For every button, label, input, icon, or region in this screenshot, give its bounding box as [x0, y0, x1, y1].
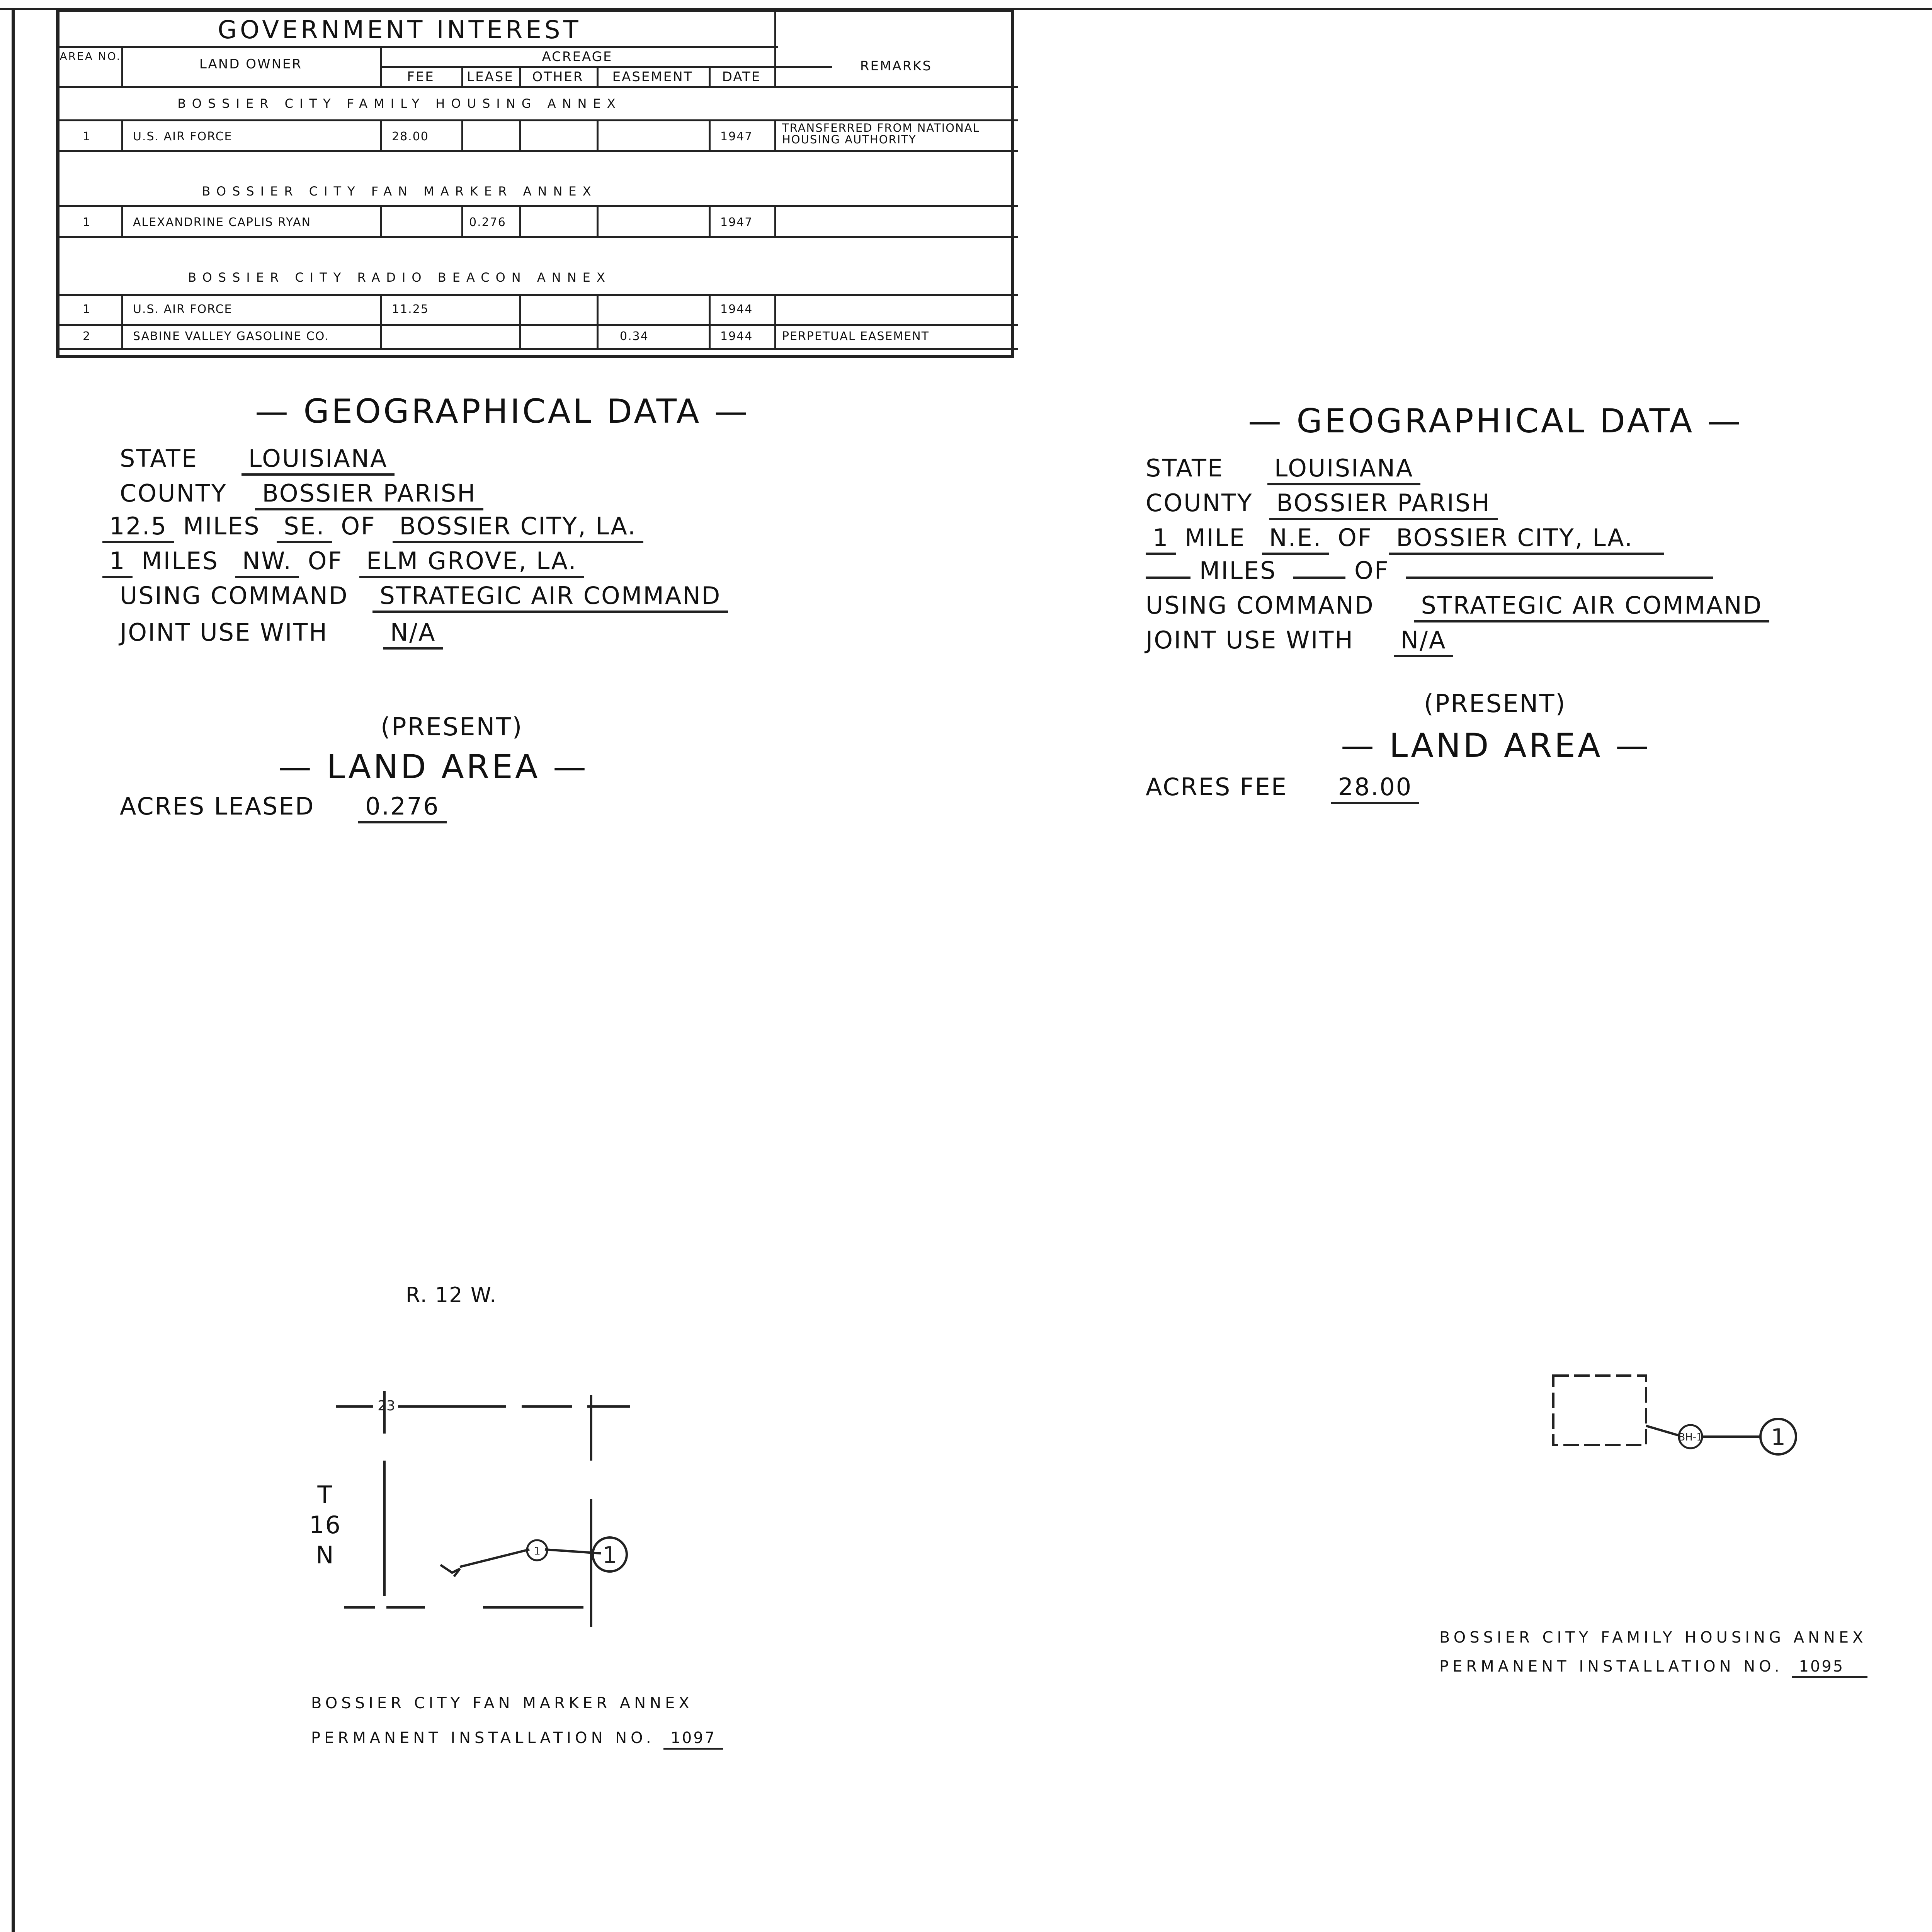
geo-state-row [1146, 454, 1420, 485]
table-cell: TRANSFERRED FROM NATIONAL HOUSING AUTHORITY [782, 121, 980, 146]
table-rule [597, 205, 599, 236]
table-cell: 1 [83, 130, 91, 143]
command-label: USING COMMAND [1146, 591, 1374, 619]
header-fee: FEE [407, 69, 435, 85]
land-area-row [120, 792, 447, 823]
table-rule [461, 205, 463, 236]
distance-unit: MILES [141, 547, 219, 575]
of-label: OF [308, 547, 343, 575]
table-rule [60, 236, 1018, 238]
table-rule [60, 205, 1018, 207]
table-rule [709, 119, 711, 150]
area-value: 28.00 [1331, 773, 1420, 804]
table-rule [60, 348, 1018, 350]
header-acreage: ACREAGE [542, 49, 613, 65]
direction-value [1293, 576, 1345, 579]
parcel-marker-label: BH-1 [1678, 1432, 1703, 1443]
area-label: ACRES FEE [1146, 773, 1287, 801]
joint-label: JOINT USE WITH [1146, 626, 1354, 654]
geo-county-row [120, 479, 483, 510]
table-rule [519, 294, 521, 348]
table-cell: 2 [83, 330, 91, 343]
header-easement: EASEMENT [612, 69, 693, 85]
distance-unit: MILES [1199, 556, 1277, 585]
table-cell: 1944 [720, 303, 753, 316]
table-rule [709, 205, 711, 236]
table-cell: SABINE VALLEY GASOLINE CO. [133, 330, 329, 343]
header-area-no: AREA NO. [60, 50, 121, 63]
geo-title: — GEOGRAPHICAL DATA — [1248, 402, 1743, 440]
parcel-marker-label: 1 [534, 1544, 541, 1557]
geo-distance-row-1 [102, 512, 643, 543]
install-number: 1097 [663, 1729, 723, 1750]
table-rule [60, 46, 778, 48]
header-lease: LEASE [467, 69, 514, 85]
state-label: STATE [120, 444, 198, 473]
direction-value: N.E. [1262, 524, 1329, 555]
geo-distance-row-1 [1146, 524, 1664, 555]
map-caption-name: BOSSIER CITY FAN MARKER ANNEX [311, 1694, 693, 1712]
table-rule [774, 294, 776, 348]
geo-joint-row [120, 618, 443, 650]
table-rule [60, 150, 1018, 152]
table-cell: 1947 [720, 216, 753, 229]
table-cell: 28.00 [392, 130, 429, 143]
table-rule [380, 294, 382, 348]
county-label: COUNTY [120, 479, 227, 507]
table-rule [380, 66, 832, 68]
table-rule [121, 119, 123, 150]
sheet-border-left [12, 8, 15, 1932]
section-heading: BOSSIER CITY FAN MARKER ANNEX [202, 184, 597, 199]
command-value: STRATEGIC AIR COMMAND [1414, 591, 1769, 622]
leader-line [460, 1549, 529, 1567]
table-rule [774, 12, 776, 86]
family-housing-location-map [1542, 1368, 1820, 1461]
township-label: T 16 N [309, 1481, 341, 1569]
geo-command-row [1146, 591, 1769, 622]
distance-value: 1 [102, 547, 133, 578]
table-cell: 1947 [720, 130, 753, 143]
state-label: STATE [1146, 454, 1224, 482]
table-rule [774, 205, 776, 236]
command-label: USING COMMAND [120, 582, 349, 610]
distance-value: 1 [1146, 524, 1176, 555]
table-rule [597, 119, 599, 150]
section-number: 23 [378, 1398, 395, 1414]
map-caption-install: PERMANENT INSTALLATION NO. 1095 [1439, 1658, 1867, 1678]
table-rule [519, 119, 521, 150]
table-cell: 1944 [720, 330, 753, 343]
of-label: OF [1338, 524, 1373, 552]
county-value: BOSSIER PARISH [1269, 489, 1497, 520]
place-value [1406, 576, 1713, 579]
table-rule [519, 205, 521, 236]
distance-unit: MILES [183, 512, 260, 540]
fan-marker-location-map [328, 1383, 676, 1638]
joint-value: N/A [1394, 626, 1454, 657]
geo-distance-row-2 [1146, 556, 1713, 585]
joint-label: JOINT USE WITH [120, 618, 328, 646]
direction-value: SE. [277, 512, 332, 543]
map-caption-name: BOSSIER CITY FAMILY HOUSING ANNEX [1439, 1629, 1867, 1646]
table-cell: U.S. AIR FORCE [133, 303, 233, 316]
table-cell: PERPETUAL EASEMENT [782, 330, 930, 343]
direction-value: NW. [235, 547, 299, 578]
area-marker-label: 1 [1770, 1424, 1786, 1451]
range-label: R. 12 W. [406, 1283, 497, 1307]
geo-command-row [120, 582, 728, 613]
place-value: BOSSIER CITY, LA. [393, 512, 644, 543]
table-rule [121, 205, 123, 236]
table-cell: 11.25 [392, 303, 429, 316]
state-value: LOUISIANA [242, 444, 395, 476]
county-label: COUNTY [1146, 489, 1253, 517]
table-cell: 1 [83, 216, 91, 229]
table-rule [380, 205, 382, 236]
header-date: DATE [722, 69, 761, 85]
state-value: LOUISIANA [1267, 454, 1421, 485]
table-rule [60, 324, 1018, 326]
header-land-owner: LAND OWNER [199, 56, 303, 72]
table-rule [60, 86, 1018, 88]
place-value: BOSSIER CITY, LA. [1389, 524, 1664, 555]
leader-line [1646, 1426, 1679, 1435]
install-number: 1095 [1792, 1658, 1867, 1678]
parcel-outline [1553, 1376, 1646, 1445]
distance-unit: MILE [1185, 524, 1246, 552]
table-cell: 0.34 [620, 330, 649, 343]
table-title: GOVERNMENT INTEREST [218, 16, 582, 44]
land-area-title: — LAND AREA — [1341, 726, 1651, 765]
government-interest-table [56, 9, 1014, 358]
joint-value: N/A [383, 618, 443, 650]
table-cell: 1 [83, 303, 91, 316]
present-label: (PRESENT) [381, 713, 523, 742]
section-heading: BOSSIER CITY RADIO BEACON ANNEX [188, 270, 611, 285]
land-area-row [1146, 773, 1419, 804]
place-value: ELM GROVE, LA. [359, 547, 584, 578]
area-marker-label: 1 [602, 1542, 617, 1569]
table-cell: U.S. AIR FORCE [133, 130, 233, 143]
table-cell: ALEXANDRINE CAPLIS RYAN [133, 216, 311, 229]
geo-state-row [120, 444, 395, 476]
area-value: 0.276 [358, 792, 447, 823]
table-rule [380, 119, 382, 150]
parcel-symbol [440, 1565, 460, 1577]
land-area-title: — LAND AREA — [278, 748, 589, 786]
header-other: OTHER [532, 69, 584, 85]
geo-county-row [1146, 489, 1498, 520]
table-rule [774, 119, 776, 150]
table-rule [461, 119, 463, 150]
of-label: OF [1354, 556, 1389, 585]
table-cell: 0.276 [469, 216, 506, 229]
table-rule [60, 294, 1018, 296]
table-rule [709, 294, 711, 348]
area-label: ACRES LEASED [120, 792, 315, 820]
distance-value [1146, 576, 1190, 579]
header-remarks: REMARKS [860, 58, 932, 74]
county-value: BOSSIER PARISH [255, 479, 483, 510]
section-heading: BOSSIER CITY FAMILY HOUSING ANNEX [177, 96, 622, 111]
command-value: STRATEGIC AIR COMMAND [372, 582, 728, 613]
geo-joint-row [1146, 626, 1453, 657]
table-rule [121, 294, 123, 348]
geo-title: — GEOGRAPHICAL DATA — [255, 392, 750, 431]
present-label: (PRESENT) [1424, 690, 1566, 718]
table-rule [597, 294, 599, 348]
geo-distance-row-2 [102, 547, 584, 578]
of-label: OF [341, 512, 376, 540]
distance-value: 12.5 [102, 512, 174, 543]
map-caption-install: PERMANENT INSTALLATION NO. 1097 [311, 1729, 723, 1750]
